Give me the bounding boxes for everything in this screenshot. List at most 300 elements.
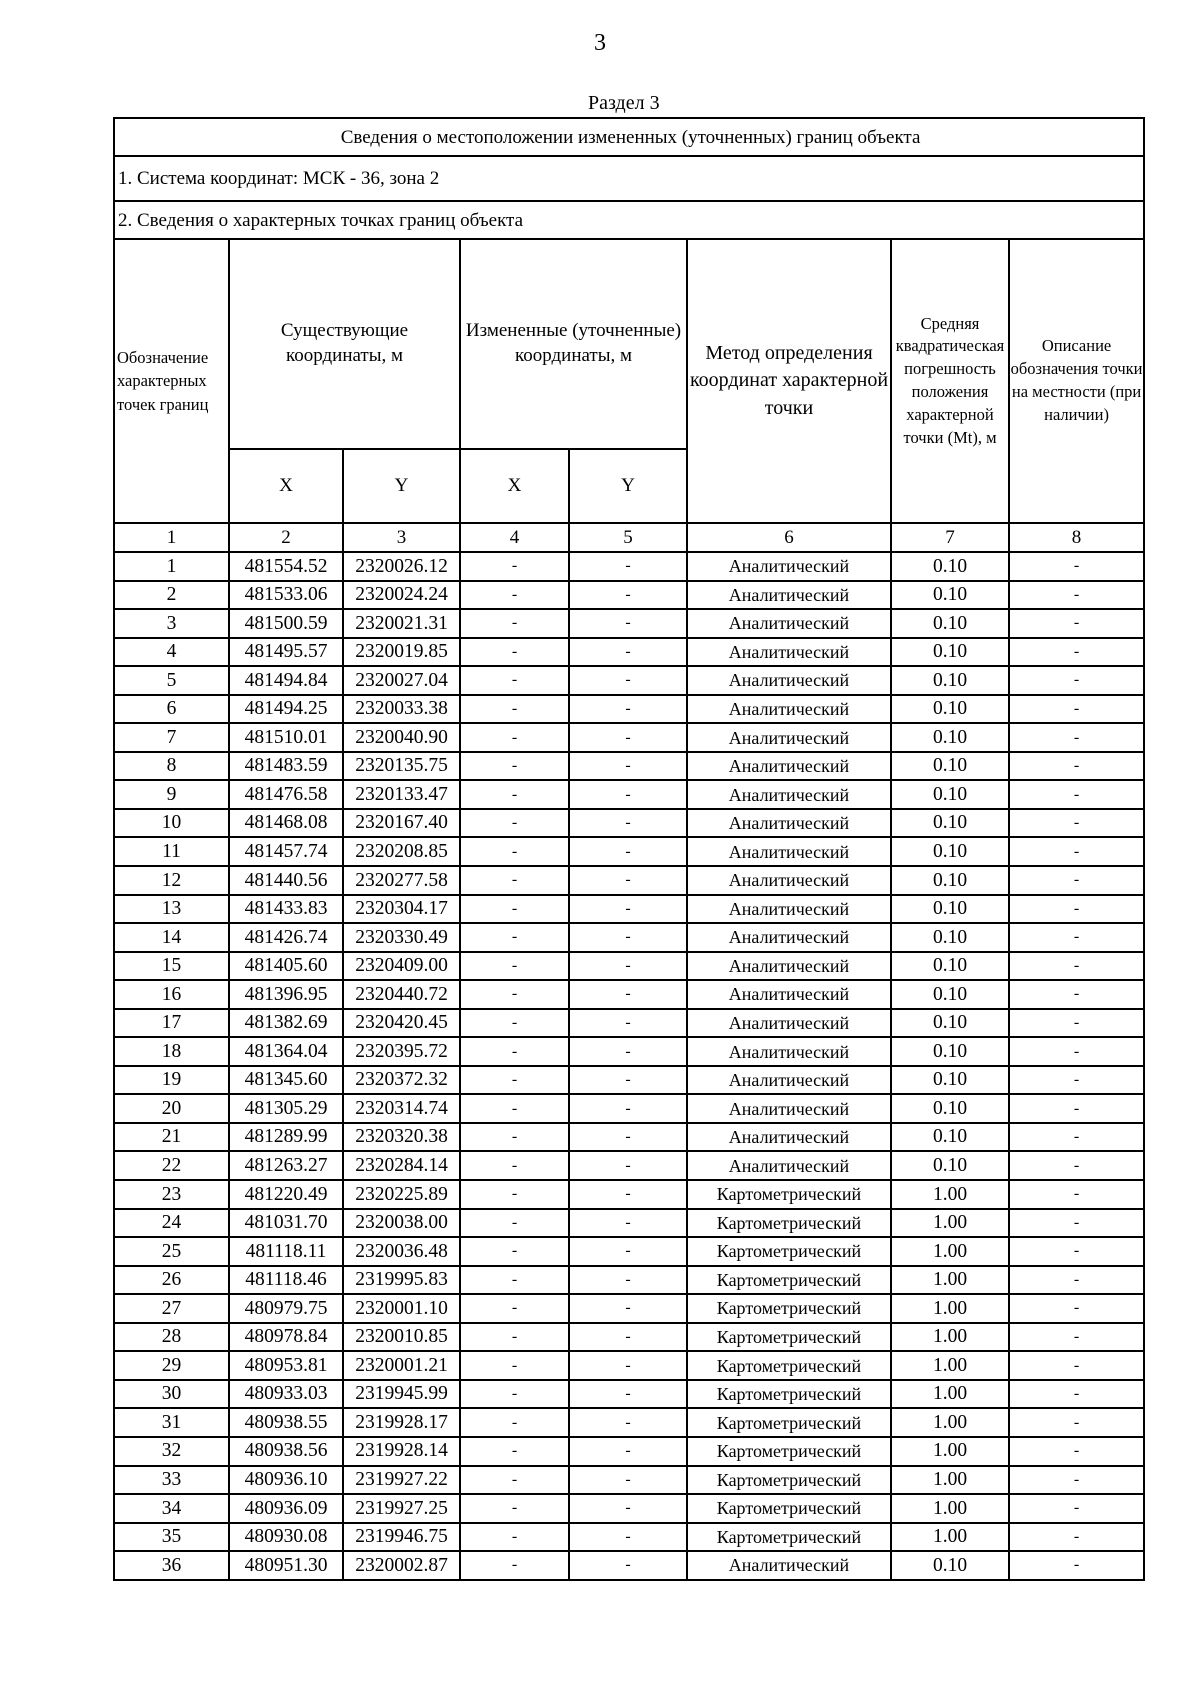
method-cell: Картометрический xyxy=(687,1323,891,1352)
method-header: Метод определения координат характерной точки xyxy=(687,239,891,523)
error-cell: 0.10 xyxy=(891,1123,1009,1152)
column-number: 5 xyxy=(569,523,687,552)
existing-x-cell: 481364.04 xyxy=(229,1037,343,1066)
point-id-cell: 27 xyxy=(114,1294,229,1323)
description-cell: - xyxy=(1009,1380,1144,1409)
method-cell: Аналитический xyxy=(687,1066,891,1095)
changed-x-cell: - xyxy=(460,695,569,724)
changed-y-cell: - xyxy=(569,923,687,952)
error-cell: 0.10 xyxy=(891,809,1009,838)
existing-coords-header: Существующие координаты, м xyxy=(229,239,460,449)
error-cell: 0.10 xyxy=(891,952,1009,981)
method-cell: Картометрический xyxy=(687,1523,891,1552)
description-cell: - xyxy=(1009,1437,1144,1466)
existing-y-cell: 2320225.89 xyxy=(343,1180,460,1209)
error-cell: 0.10 xyxy=(891,837,1009,866)
existing-y-cell: 2320033.38 xyxy=(343,695,460,724)
error-cell: 1.00 xyxy=(891,1437,1009,1466)
table-row xyxy=(114,866,1144,895)
error-header: Средняя квадратическая погрешность положения характерной точки (Mt), м xyxy=(891,239,1009,523)
changed-x-cell: - xyxy=(460,1494,569,1523)
description-cell: - xyxy=(1009,1180,1144,1209)
method-cell: Аналитический xyxy=(687,695,891,724)
changed-y-cell: - xyxy=(569,695,687,724)
existing-x-cell: 481405.60 xyxy=(229,952,343,981)
point-id-cell: 33 xyxy=(114,1466,229,1495)
point-id-cell: 29 xyxy=(114,1351,229,1380)
description-cell: - xyxy=(1009,666,1144,695)
existing-y-cell: 2320024.24 xyxy=(343,581,460,610)
description-cell: - xyxy=(1009,1551,1144,1580)
existing-x-cell: 481468.08 xyxy=(229,809,343,838)
boundary-points-table xyxy=(113,117,1145,1581)
method-cell: Картометрический xyxy=(687,1351,891,1380)
error-cell: 0.10 xyxy=(891,923,1009,952)
changed-x-cell: - xyxy=(460,1066,569,1095)
table-row xyxy=(114,695,1144,724)
changed-x-cell: - xyxy=(460,780,569,809)
point-id-cell: 14 xyxy=(114,923,229,952)
coordinate-system: 1. Система координат: МСК - 36, зона 2 xyxy=(114,156,1144,201)
column-number: 7 xyxy=(891,523,1009,552)
changed-y-cell: - xyxy=(569,780,687,809)
changed-y-cell: - xyxy=(569,1408,687,1437)
description-cell: - xyxy=(1009,923,1144,952)
existing-x-cell: 481305.29 xyxy=(229,1094,343,1123)
description-cell: - xyxy=(1009,980,1144,1009)
description-cell: - xyxy=(1009,1009,1144,1038)
description-cell: - xyxy=(1009,837,1144,866)
error-cell: 1.00 xyxy=(891,1523,1009,1552)
existing-y-cell: 2320208.85 xyxy=(343,837,460,866)
description-cell: - xyxy=(1009,780,1144,809)
changed-y-cell: - xyxy=(569,1209,687,1238)
description-cell: - xyxy=(1009,1294,1144,1323)
changed-y-cell: - xyxy=(569,1009,687,1038)
table-row xyxy=(114,980,1144,1009)
changed-y-cell: - xyxy=(569,552,687,581)
method-cell: Аналитический xyxy=(687,723,891,752)
changed-x-cell: - xyxy=(460,609,569,638)
method-cell: Картометрический xyxy=(687,1466,891,1495)
method-cell: Аналитический xyxy=(687,609,891,638)
description-cell: - xyxy=(1009,1466,1144,1495)
point-id-cell: 15 xyxy=(114,952,229,981)
column-number: 8 xyxy=(1009,523,1144,552)
table-row xyxy=(114,1037,1144,1066)
table-row xyxy=(114,1209,1144,1238)
changed-coords-header: Измененные (уточненные) координаты, м xyxy=(460,239,687,449)
error-cell: 0.10 xyxy=(891,666,1009,695)
existing-y-cell: 2320001.10 xyxy=(343,1294,460,1323)
existing-x-cell: 480936.10 xyxy=(229,1466,343,1495)
method-cell: Картометрический xyxy=(687,1266,891,1295)
point-id-cell: 34 xyxy=(114,1494,229,1523)
changed-x-cell: - xyxy=(460,980,569,1009)
changed-x-cell: - xyxy=(460,1237,569,1266)
changed-x-cell: - xyxy=(460,1551,569,1580)
existing-y-cell: 2320314.74 xyxy=(343,1094,460,1123)
existing-x-cell: 481220.49 xyxy=(229,1180,343,1209)
changed-x-cell: - xyxy=(460,1351,569,1380)
changed-x-cell: - xyxy=(460,1094,569,1123)
method-cell: Аналитический xyxy=(687,752,891,781)
error-cell: 1.00 xyxy=(891,1266,1009,1295)
existing-x-cell: 480951.30 xyxy=(229,1551,343,1580)
existing-y-cell: 2320284.14 xyxy=(343,1151,460,1180)
point-id-cell: 20 xyxy=(114,1094,229,1123)
table-row xyxy=(114,923,1144,952)
changed-x-cell: - xyxy=(460,1180,569,1209)
description-cell: - xyxy=(1009,809,1144,838)
description-cell: - xyxy=(1009,952,1144,981)
existing-y-cell: 2319995.83 xyxy=(343,1266,460,1295)
existing-x-cell: 481495.57 xyxy=(229,638,343,667)
point-id-cell: 35 xyxy=(114,1523,229,1552)
changed-x-cell: - xyxy=(460,752,569,781)
method-cell: Аналитический xyxy=(687,952,891,981)
table-row xyxy=(114,895,1144,924)
column-number: 1 xyxy=(114,523,229,552)
point-id-cell: 30 xyxy=(114,1380,229,1409)
description-cell: - xyxy=(1009,1323,1144,1352)
changed-x-cell: - xyxy=(460,866,569,895)
changed-x-cell: - xyxy=(460,923,569,952)
existing-x-cell: 481433.83 xyxy=(229,895,343,924)
method-cell: Аналитический xyxy=(687,923,891,952)
existing-y-cell: 2320167.40 xyxy=(343,809,460,838)
table-row xyxy=(114,1066,1144,1095)
method-cell: Картометрический xyxy=(687,1494,891,1523)
existing-x-cell: 481510.01 xyxy=(229,723,343,752)
existing-y-cell: 2320330.49 xyxy=(343,923,460,952)
method-cell: Картометрический xyxy=(687,1437,891,1466)
description-cell: - xyxy=(1009,609,1144,638)
existing-x-cell: 481457.74 xyxy=(229,837,343,866)
changed-x-cell: - xyxy=(460,552,569,581)
changed-y-cell: - xyxy=(569,895,687,924)
changed-y-cell: - xyxy=(569,581,687,610)
existing-y-cell: 2320038.00 xyxy=(343,1209,460,1238)
point-id-cell: 22 xyxy=(114,1151,229,1180)
method-cell: Картометрический xyxy=(687,1180,891,1209)
changed-y-header: Y xyxy=(569,449,687,523)
error-cell: 0.10 xyxy=(891,723,1009,752)
table-row xyxy=(114,666,1144,695)
changed-y-cell: - xyxy=(569,1094,687,1123)
description-cell: - xyxy=(1009,752,1144,781)
error-cell: 0.10 xyxy=(891,1037,1009,1066)
changed-y-cell: - xyxy=(569,1323,687,1352)
table-title: Сведения о местоположении измененных (уточненных) границ объекта xyxy=(114,118,1144,156)
existing-y-cell: 2320019.85 xyxy=(343,638,460,667)
method-cell: Аналитический xyxy=(687,780,891,809)
point-id-cell: 4 xyxy=(114,638,229,667)
error-cell: 1.00 xyxy=(891,1294,1009,1323)
existing-x-cell: 480978.84 xyxy=(229,1323,343,1352)
error-cell: 0.10 xyxy=(891,895,1009,924)
existing-y-cell: 2320420.45 xyxy=(343,1009,460,1038)
table-row xyxy=(114,638,1144,667)
changed-y-cell: - xyxy=(569,666,687,695)
changed-y-cell: - xyxy=(569,952,687,981)
description-cell: - xyxy=(1009,1408,1144,1437)
changed-y-cell: - xyxy=(569,1380,687,1409)
point-id-cell: 28 xyxy=(114,1323,229,1352)
description-cell: - xyxy=(1009,866,1144,895)
point-id-cell: 18 xyxy=(114,1037,229,1066)
changed-y-cell: - xyxy=(569,1123,687,1152)
error-cell: 0.10 xyxy=(891,581,1009,610)
existing-x-cell: 481118.46 xyxy=(229,1266,343,1295)
changed-x-cell: - xyxy=(460,1408,569,1437)
point-id-cell: 7 xyxy=(114,723,229,752)
point-id-cell: 2 xyxy=(114,581,229,610)
method-cell: Аналитический xyxy=(687,638,891,667)
changed-x-cell: - xyxy=(460,1466,569,1495)
method-cell: Аналитический xyxy=(687,666,891,695)
description-cell: - xyxy=(1009,638,1144,667)
column-number: 6 xyxy=(687,523,891,552)
error-cell: 0.10 xyxy=(891,1066,1009,1095)
changed-y-cell: - xyxy=(569,1466,687,1495)
error-cell: 1.00 xyxy=(891,1494,1009,1523)
description-cell: - xyxy=(1009,723,1144,752)
description-cell: - xyxy=(1009,1123,1144,1152)
existing-x-cell: 480979.75 xyxy=(229,1294,343,1323)
changed-x-cell: - xyxy=(460,1380,569,1409)
point-id-cell: 31 xyxy=(114,1408,229,1437)
existing-y-cell: 2319928.17 xyxy=(343,1408,460,1437)
changed-y-cell: - xyxy=(569,1037,687,1066)
error-cell: 0.10 xyxy=(891,866,1009,895)
table-row xyxy=(114,837,1144,866)
table-row xyxy=(114,552,1144,581)
existing-y-cell: 2319946.75 xyxy=(343,1523,460,1552)
method-cell: Аналитический xyxy=(687,581,891,610)
existing-x-cell: 481426.74 xyxy=(229,923,343,952)
changed-y-cell: - xyxy=(569,1523,687,1552)
error-cell: 0.10 xyxy=(891,552,1009,581)
table-row xyxy=(114,1151,1144,1180)
changed-y-cell: - xyxy=(569,1294,687,1323)
point-id-cell: 21 xyxy=(114,1123,229,1152)
description-cell: - xyxy=(1009,1151,1144,1180)
method-cell: Картометрический xyxy=(687,1294,891,1323)
description-cell: - xyxy=(1009,1237,1144,1266)
error-cell: 0.10 xyxy=(891,1551,1009,1580)
point-id-cell: 8 xyxy=(114,752,229,781)
error-cell: 1.00 xyxy=(891,1408,1009,1437)
existing-x-cell: 481533.06 xyxy=(229,581,343,610)
point-id-cell: 10 xyxy=(114,809,229,838)
existing-x-cell: 480953.81 xyxy=(229,1351,343,1380)
table-row xyxy=(114,1466,1144,1495)
changed-y-cell: - xyxy=(569,866,687,895)
method-cell: Аналитический xyxy=(687,552,891,581)
existing-y-cell: 2319945.99 xyxy=(343,1380,460,1409)
method-cell: Аналитический xyxy=(687,1123,891,1152)
existing-y-cell: 2320372.32 xyxy=(343,1066,460,1095)
description-header: Описание обозначения точки на местности (при наличии) xyxy=(1009,239,1144,523)
existing-y-header: Y xyxy=(343,449,460,523)
existing-y-cell: 2320395.72 xyxy=(343,1037,460,1066)
table-row xyxy=(114,1237,1144,1266)
changed-x-cell: - xyxy=(460,1151,569,1180)
method-cell: Аналитический xyxy=(687,980,891,1009)
changed-x-cell: - xyxy=(460,837,569,866)
table-row xyxy=(114,809,1144,838)
existing-y-cell: 2319927.25 xyxy=(343,1494,460,1523)
error-cell: 0.10 xyxy=(891,1009,1009,1038)
method-cell: Аналитический xyxy=(687,837,891,866)
error-cell: 1.00 xyxy=(891,1209,1009,1238)
changed-y-cell: - xyxy=(569,723,687,752)
changed-y-cell: - xyxy=(569,1066,687,1095)
changed-x-cell: - xyxy=(460,1323,569,1352)
point-id-cell: 1 xyxy=(114,552,229,581)
method-cell: Аналитический xyxy=(687,866,891,895)
table-row xyxy=(114,1323,1144,1352)
description-cell: - xyxy=(1009,1523,1144,1552)
table-row xyxy=(114,1494,1144,1523)
existing-y-cell: 2320440.72 xyxy=(343,980,460,1009)
existing-y-cell: 2320021.31 xyxy=(343,609,460,638)
description-cell: - xyxy=(1009,1351,1144,1380)
description-cell: - xyxy=(1009,1209,1144,1238)
table-row xyxy=(114,609,1144,638)
error-cell: 1.00 xyxy=(891,1466,1009,1495)
page-number: 3 xyxy=(594,30,606,56)
changed-x-cell: - xyxy=(460,1294,569,1323)
changed-y-cell: - xyxy=(569,752,687,781)
existing-y-cell: 2320027.04 xyxy=(343,666,460,695)
error-cell: 1.00 xyxy=(891,1237,1009,1266)
existing-x-cell: 481554.52 xyxy=(229,552,343,581)
column-number: 3 xyxy=(343,523,460,552)
existing-x-cell: 481476.58 xyxy=(229,780,343,809)
table-row xyxy=(114,1551,1144,1580)
description-cell: - xyxy=(1009,552,1144,581)
existing-y-cell: 2320002.87 xyxy=(343,1551,460,1580)
changed-x-cell: - xyxy=(460,1523,569,1552)
existing-y-cell: 2320001.21 xyxy=(343,1351,460,1380)
existing-y-cell: 2320277.58 xyxy=(343,866,460,895)
column-number: 4 xyxy=(460,523,569,552)
error-cell: 0.10 xyxy=(891,780,1009,809)
error-cell: 0.10 xyxy=(891,1094,1009,1123)
error-cell: 0.10 xyxy=(891,695,1009,724)
existing-y-cell: 2320026.12 xyxy=(343,552,460,581)
method-cell: Картометрический xyxy=(687,1237,891,1266)
table-row xyxy=(114,1294,1144,1323)
description-cell: - xyxy=(1009,1066,1144,1095)
existing-x-cell: 481494.25 xyxy=(229,695,343,724)
description-cell: - xyxy=(1009,1094,1144,1123)
changed-x-cell: - xyxy=(460,952,569,981)
table-row xyxy=(114,1380,1144,1409)
existing-y-cell: 2320036.48 xyxy=(343,1237,460,1266)
changed-y-cell: - xyxy=(569,638,687,667)
method-cell: Картометрический xyxy=(687,1408,891,1437)
table-row xyxy=(114,723,1144,752)
changed-x-cell: - xyxy=(460,723,569,752)
changed-y-cell: - xyxy=(569,609,687,638)
changed-y-cell: - xyxy=(569,1551,687,1580)
description-cell: - xyxy=(1009,1494,1144,1523)
existing-y-cell: 2320320.38 xyxy=(343,1123,460,1152)
existing-y-cell: 2319927.22 xyxy=(343,1466,460,1495)
table-row xyxy=(114,1180,1144,1209)
point-id-cell: 17 xyxy=(114,1009,229,1038)
changed-y-cell: - xyxy=(569,1266,687,1295)
existing-x-cell: 481031.70 xyxy=(229,1209,343,1238)
method-cell: Аналитический xyxy=(687,1551,891,1580)
changed-x-cell: - xyxy=(460,638,569,667)
method-cell: Аналитический xyxy=(687,895,891,924)
table-row xyxy=(114,1523,1144,1552)
existing-x-cell: 481396.95 xyxy=(229,980,343,1009)
changed-x-cell: - xyxy=(460,1123,569,1152)
changed-y-cell: - xyxy=(569,1180,687,1209)
point-id-cell: 19 xyxy=(114,1066,229,1095)
method-cell: Картометрический xyxy=(687,1380,891,1409)
changed-y-cell: - xyxy=(569,980,687,1009)
table-row xyxy=(114,1437,1144,1466)
existing-y-cell: 2320133.47 xyxy=(343,780,460,809)
table-row xyxy=(114,1351,1144,1380)
description-cell: - xyxy=(1009,695,1144,724)
table-row xyxy=(114,1266,1144,1295)
existing-y-cell: 2320304.17 xyxy=(343,895,460,924)
error-cell: 1.00 xyxy=(891,1351,1009,1380)
table-body xyxy=(114,552,1144,1580)
table-row xyxy=(114,952,1144,981)
method-cell: Картометрический xyxy=(687,1209,891,1238)
description-cell: - xyxy=(1009,895,1144,924)
existing-x-cell: 480936.09 xyxy=(229,1494,343,1523)
changed-y-cell: - xyxy=(569,1494,687,1523)
method-cell: Аналитический xyxy=(687,1009,891,1038)
point-id-cell: 25 xyxy=(114,1237,229,1266)
point-id-cell: 3 xyxy=(114,609,229,638)
method-cell: Аналитический xyxy=(687,1094,891,1123)
point-id-cell: 11 xyxy=(114,837,229,866)
point-id-cell: 24 xyxy=(114,1209,229,1238)
column-number: 2 xyxy=(229,523,343,552)
error-cell: 1.00 xyxy=(891,1180,1009,1209)
existing-x-cell: 481500.59 xyxy=(229,609,343,638)
point-id-cell: 36 xyxy=(114,1551,229,1580)
point-id-cell: 26 xyxy=(114,1266,229,1295)
changed-x-cell: - xyxy=(460,1209,569,1238)
existing-x-cell: 481263.27 xyxy=(229,1151,343,1180)
changed-x-cell: - xyxy=(460,1437,569,1466)
existing-x-cell: 481345.60 xyxy=(229,1066,343,1095)
changed-x-cell: - xyxy=(460,1009,569,1038)
point-id-cell: 32 xyxy=(114,1437,229,1466)
existing-x-cell: 481494.84 xyxy=(229,666,343,695)
existing-x-cell: 480933.03 xyxy=(229,1380,343,1409)
error-cell: 1.00 xyxy=(891,1323,1009,1352)
existing-x-cell: 481440.56 xyxy=(229,866,343,895)
changed-y-cell: - xyxy=(569,1437,687,1466)
existing-y-cell: 2320135.75 xyxy=(343,752,460,781)
changed-y-cell: - xyxy=(569,809,687,838)
changed-y-cell: - xyxy=(569,837,687,866)
point-id-cell: 16 xyxy=(114,980,229,1009)
table-row xyxy=(114,1408,1144,1437)
